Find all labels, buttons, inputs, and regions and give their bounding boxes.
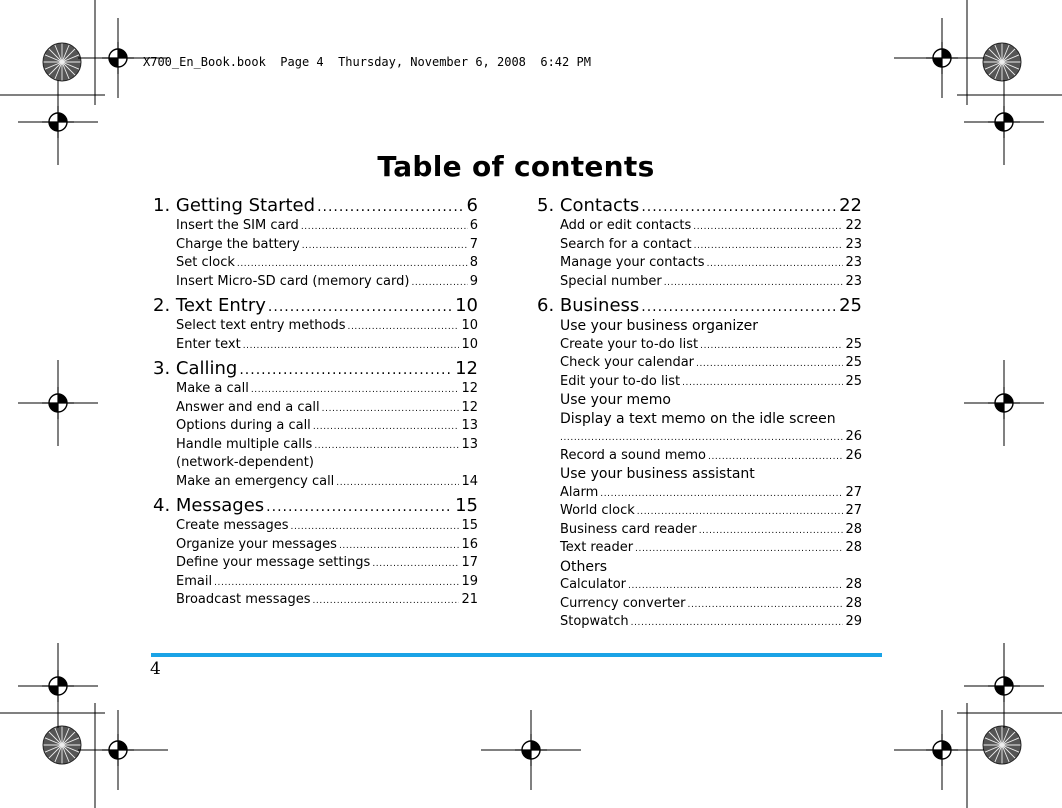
toc-section-text-entry[interactable]: 2. Text Entry ..... 10 <box>153 295 478 317</box>
toc-entry[interactable]: Set clock ..... 8 <box>153 254 478 273</box>
toc-right-column <box>537 195 862 632</box>
toc-entry[interactable]: Record a sound memo ..... 26 <box>537 447 862 466</box>
toc-group-heading[interactable]: Use your business organizer <box>560 318 759 334</box>
footer-rule <box>151 653 882 657</box>
toc-section-getting-started[interactable]: 1. Getting Started ..... 6 <box>153 195 478 217</box>
toc-entry[interactable]: Check your calendar ..... 25 <box>537 354 862 373</box>
toc-entry[interactable]: Special number ..... 23 <box>537 273 862 292</box>
toc-entry[interactable]: Alarm ..... 27 <box>537 484 862 503</box>
toc-entry[interactable]: Organize your messages ..... 16 <box>153 536 478 555</box>
toc-entry[interactable]: Search for a contact ..... 23 <box>537 236 862 255</box>
toc-entry[interactable]: Make a call ..... 12 <box>153 380 478 399</box>
page-title: Table of contents <box>377 150 655 183</box>
toc-group-heading[interactable]: Use your business assistant <box>560 466 755 482</box>
toc-entry[interactable]: Select text entry methods ..... 10 <box>153 317 478 336</box>
toc-section-business[interactable]: 6. Business ..... 25 <box>537 295 862 317</box>
toc-section-messages[interactable]: 4. Messages ..... 15 <box>153 495 478 517</box>
toc-entry-note: (network-dependent) <box>176 455 314 470</box>
toc-entry[interactable]: Currency converter ..... 28 <box>537 595 862 614</box>
toc-group-heading[interactable]: Use your memo <box>560 392 671 408</box>
color-target-top-right <box>983 43 1021 81</box>
toc-entry[interactable]: Email ..... 19 <box>153 573 478 592</box>
toc-entry[interactable]: Insert the SIM card ..... 6 <box>153 217 478 236</box>
print-slug: X700_En_Book.book Page 4 Thursday, November 6, 2008 6:42 PM <box>143 55 591 69</box>
toc-entry-label[interactable]: Display a text memo on the idle screen <box>560 410 836 427</box>
toc-entry[interactable]: Define your message settings ..... 17 <box>153 554 478 573</box>
toc-entry[interactable]: Stopwatch ..... 29 <box>537 613 862 632</box>
toc-entry[interactable]: Create your to-do list ..... 25 <box>537 336 862 355</box>
toc-entry[interactable]: Enter text ..... 10 <box>153 336 478 355</box>
toc-entry[interactable]: Text reader ..... 28 <box>537 539 862 558</box>
page-number: 4 <box>150 659 161 679</box>
toc-entry[interactable]: World clock ..... 27 <box>537 502 862 521</box>
toc-entry[interactable]: Options during a call ..... 13 <box>153 417 478 436</box>
toc-entry[interactable]: Create messages ..... 15 <box>153 517 478 536</box>
toc-group-heading[interactable]: Others <box>560 558 608 575</box>
toc-entry[interactable]: Insert Micro-SD card (memory card) ..... 9 <box>153 273 478 292</box>
toc-entry[interactable]: Charge the battery ..... 7 <box>153 236 478 255</box>
color-target-bottom-right <box>983 726 1021 764</box>
toc-entry[interactable]: Add or edit contacts ..... 22 <box>537 217 862 236</box>
toc-entry[interactable]: Handle multiple calls ..... 13 <box>153 436 478 455</box>
toc-entry[interactable]: Edit your to-do list ..... 25 <box>537 373 862 392</box>
toc-section-contacts[interactable]: 5. Contacts ..... 22 <box>537 195 862 217</box>
toc-entry[interactable]: Business card reader ..... 28 <box>537 521 862 540</box>
toc-entry[interactable]: Calculator ..... 28 <box>537 576 862 595</box>
toc-left-column <box>153 195 478 610</box>
toc-entry[interactable]: Broadcast messages ..... 21 <box>153 591 478 610</box>
toc-entry-leader[interactable]: ..... 26 <box>537 428 862 447</box>
color-target-bottom-left <box>43 726 81 764</box>
toc-entry[interactable]: Answer and end a call ..... 12 <box>153 399 478 418</box>
toc-entry[interactable]: Manage your contacts ..... 23 <box>537 254 862 273</box>
toc-entry[interactable]: Make an emergency call ..... 14 <box>153 473 478 492</box>
toc-section-calling[interactable]: 3. Calling ..... 12 <box>153 358 478 380</box>
color-target-top-left <box>43 43 81 81</box>
